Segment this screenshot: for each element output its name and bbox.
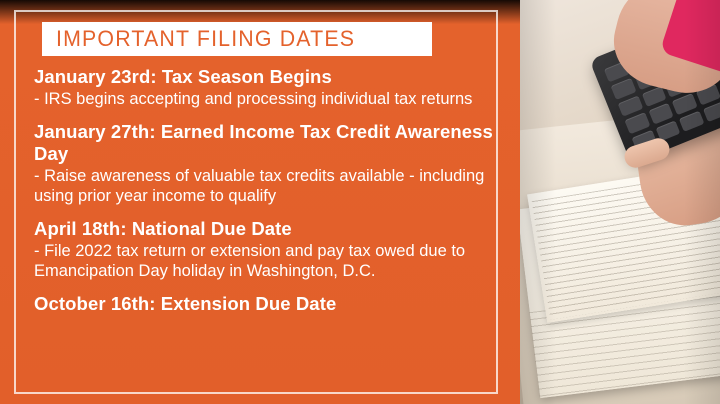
entry-heading: October 16th: Extension Due Date (34, 292, 337, 314)
title-banner (42, 22, 432, 56)
entry-body: - File 2022 tax return or extension and pay tax owed due to Emancipation Day holiday in Washington, D.C. (34, 241, 466, 280)
entry-heading: January 23rd: Tax Season Begins (34, 66, 332, 87)
list-item (34, 293, 496, 315)
entry-heading: April 18th: National Due Date (34, 217, 292, 239)
entry-heading: January 27th: Earned Income Tax Credit Awareness Day (34, 120, 493, 164)
page-title: IMPORTANT FILING DATES (56, 26, 356, 51)
photo-calculator-key (679, 110, 704, 131)
list-item (34, 121, 496, 207)
list-item (34, 66, 496, 110)
photo-calculator-key (648, 103, 673, 124)
list-item (34, 218, 496, 282)
photo-calculator-key (702, 101, 720, 122)
entry-body: - IRS begins accepting and processing individual tax returns (34, 90, 473, 108)
photo-calculator-key (672, 93, 697, 114)
photo-calculator-key (625, 113, 650, 134)
filing-dates-list (34, 66, 496, 326)
entry-body: - Raise awareness of valuable tax credits available - including using prior year income to qualify (34, 166, 485, 205)
photo-calculator-tax-forms (520, 0, 720, 404)
